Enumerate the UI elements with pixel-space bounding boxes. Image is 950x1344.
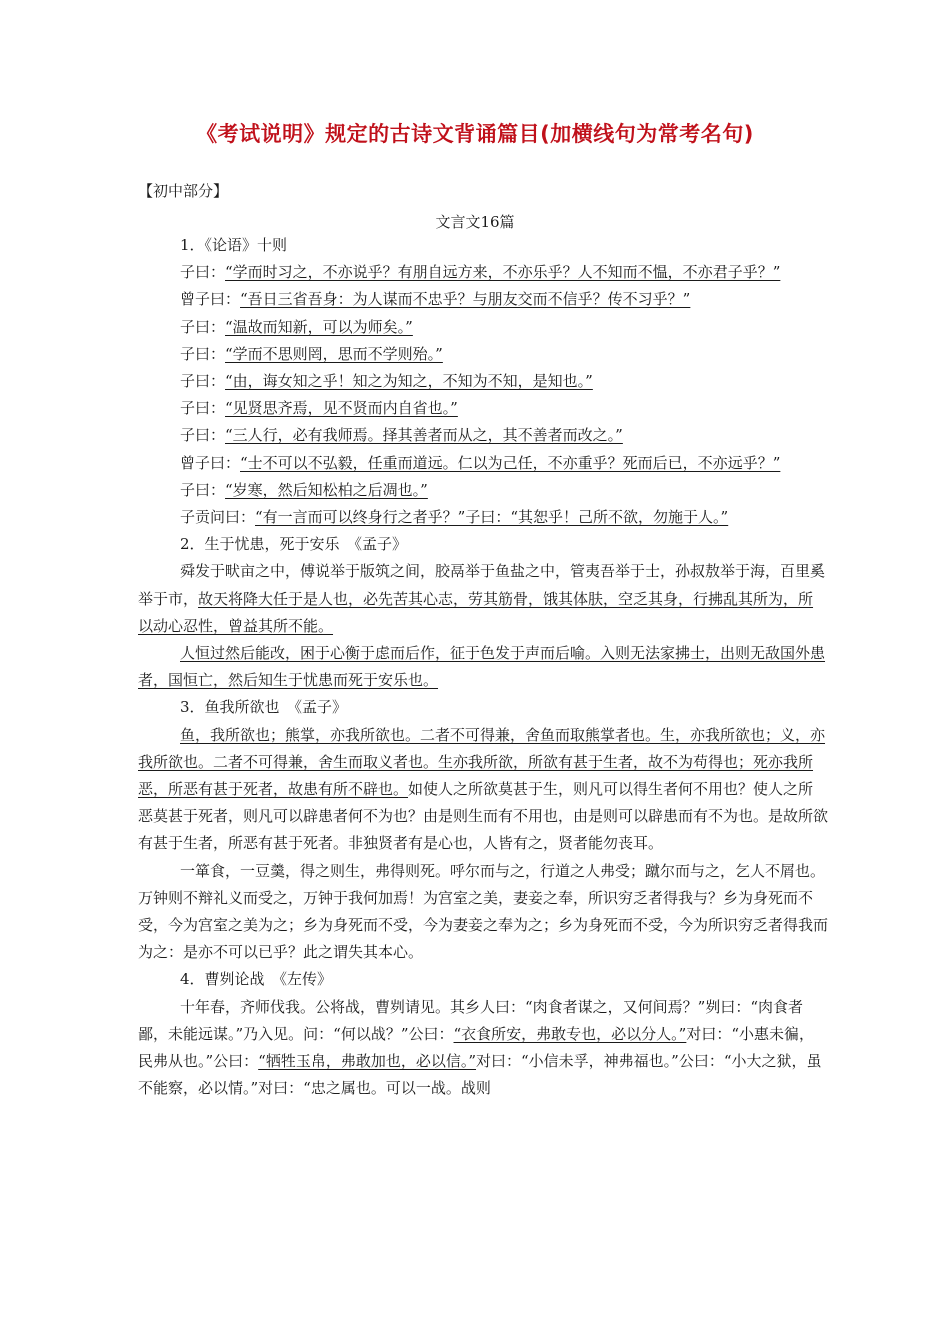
- famous-quote: “三人行，必有我师焉。择其善者而从之，其不善者而改之。”: [225, 426, 623, 445]
- famous-quote: “学而时习之，不亦说乎？有朋自远方来，不亦乐乎？人不知而不愠，不亦君子乎？”: [225, 263, 781, 282]
- plain-text: 舜发于畎亩之中，傅说举于版筑之间，胶鬲举于鱼盐之中，管夷吾举于士，孙叔敖举于海，百里奚举于市，: [138, 562, 826, 608]
- passage-paragraph: [138, 558, 828, 640]
- analects-line: [138, 422, 828, 449]
- analects-line: [138, 504, 828, 531]
- famous-quote: “牺牲玉帛，弗敢加也，必以信。”: [258, 1052, 477, 1071]
- speaker: 子曰：: [180, 317, 226, 336]
- item-heading-4: 4．曹刿论战 《左传》: [180, 970, 333, 989]
- speaker: 子曰：: [180, 372, 226, 391]
- document-body: [138, 232, 828, 1103]
- passage-paragraph: [138, 640, 828, 694]
- speaker: 子曰：: [180, 344, 226, 363]
- analects-line: [138, 314, 828, 341]
- speaker: 子贡问曰：: [180, 508, 256, 527]
- passage-paragraph: [138, 994, 828, 1103]
- speaker: 子曰：: [180, 480, 226, 499]
- famous-quote: “岁寒，然后知松柏之后凋也。”: [225, 480, 428, 499]
- analects-line: [138, 395, 828, 422]
- passage-paragraph: 一箪食，一豆羹，得之则生，弗得则死。呼尔而与之，行道之人弗受；蹴尔而与之，乞人不屑也。万钟则不辩礼义而受之，万钟于我何加焉！为宫室之美，妻妾之奉，所识穷乏者得我与？乡为身死而不受，今为宫室之美为之；乡为身死而不受，今为妻妾之奉为之；乡为身死而不受，今为所识穷乏者得我而为之：是亦不可以已乎？此之谓失其本心。: [138, 861, 829, 962]
- speaker: 子曰：: [180, 263, 226, 282]
- analects-line: [138, 477, 828, 504]
- analects-line: [138, 368, 828, 395]
- section-label: 【初中部分】: [138, 182, 229, 200]
- famous-quote: “士不可以不弘毅，任重而道远。仁以为己任，不亦重乎？死而后已，不亦远乎？”: [240, 453, 781, 472]
- famous-quote: “衣食所安，弗敢专也，必以分人。”: [453, 1024, 687, 1043]
- speaker: 子曰：: [180, 426, 226, 445]
- speaker: 曾子曰：: [180, 453, 241, 472]
- famous-quote: “由，诲女知之乎！知之为知之，不知为不知，是知也。”: [225, 372, 593, 391]
- famous-quote: “有一言而可以终身行之者乎？”子曰：“其恕乎！己所不欲，勿施于人。”: [255, 508, 729, 527]
- famous-quote: 故天将降大任于是人也，必先苦其心志，劳其筋骨，饿其体肤，空乏其身，行拂乱其所为，所以动心忍性，曾益其所不能。: [138, 589, 814, 635]
- plain-text: 对曰：“小惠未徧，民弗从也。”公曰：: [138, 1024, 815, 1071]
- document-title: 《考试说明》规定的古诗文背诵篇目(加横线句为常考名句): [196, 122, 754, 146]
- plain-text: 如使人之所欲莫甚于生，则凡可以得生者何不用也？使人之所恶莫甚于死者，则凡可以辟患者何不为也？由是则生而有不用也，由是则可以辟患而有不为也。是故所欲有甚于生者，所恶有甚于死者。非独贤者有是心也，人皆有之，贤者能勿丧耳。: [138, 780, 829, 853]
- famous-quote: “见贤思齐焉，见不贤而内自省也。”: [225, 399, 458, 418]
- subsection-heading: 文言文16篇: [435, 213, 515, 231]
- item-heading-3: 3．鱼我所欲也 《孟子》: [180, 698, 348, 717]
- analects-line: [138, 341, 828, 368]
- famous-quote: “吾日三省吾身：为人谋而不忠乎？与朋友交而不信乎？传不习乎？”: [240, 290, 691, 309]
- analects-line: [138, 450, 828, 477]
- famous-quote: 鱼，我所欲也；熊掌，亦我所欲也。二者不可得兼，舍鱼而取熊掌者也。生，亦我所欲也；义，亦我所欲也。二者不可得兼，舍生而取义者也。生亦我所欲，所欲有甚于生者，故不为苟得也；死亦我所恶，所恶有甚于死者，故患有所不辟也。: [138, 725, 826, 799]
- famous-quote: “温故而知新，可以为师矣。”: [225, 317, 413, 336]
- plain-text: 十年春，齐师伐我。公将战，曹刿请见。其乡人曰：“肉食者谋之，又何间焉？”刿曰：“肉食者鄙，未能远谋。”乃入见。问：“何以战？”公曰：: [138, 997, 804, 1043]
- famous-quote: “学而不思则罔，思而不学则殆。”: [225, 344, 443, 363]
- analects-line: [138, 259, 828, 286]
- speaker: 曾子曰：: [180, 290, 241, 309]
- item-heading-1: 1．《论语》十则: [180, 236, 288, 254]
- famous-quote: 人恒过然后能改，困于心衡于虑而后作，征于色发于声而后喻。入则无法家拂士，出则无敌国外患者，国恒亡，然后知生于忧患而死于安乐也。: [138, 644, 826, 690]
- item-heading-2: 2．生于忧患，死于安乐 《孟子》: [180, 535, 408, 554]
- analects-line: [138, 286, 828, 313]
- plain-text: 对曰：“小信未孚，神弗福也。”公曰：“小大之狱，虽不能察，必以情。”对曰：“忠之属也。可以一战。战则: [138, 1052, 822, 1098]
- passage-paragraph: [138, 722, 828, 858]
- speaker: 子曰：: [180, 399, 226, 418]
